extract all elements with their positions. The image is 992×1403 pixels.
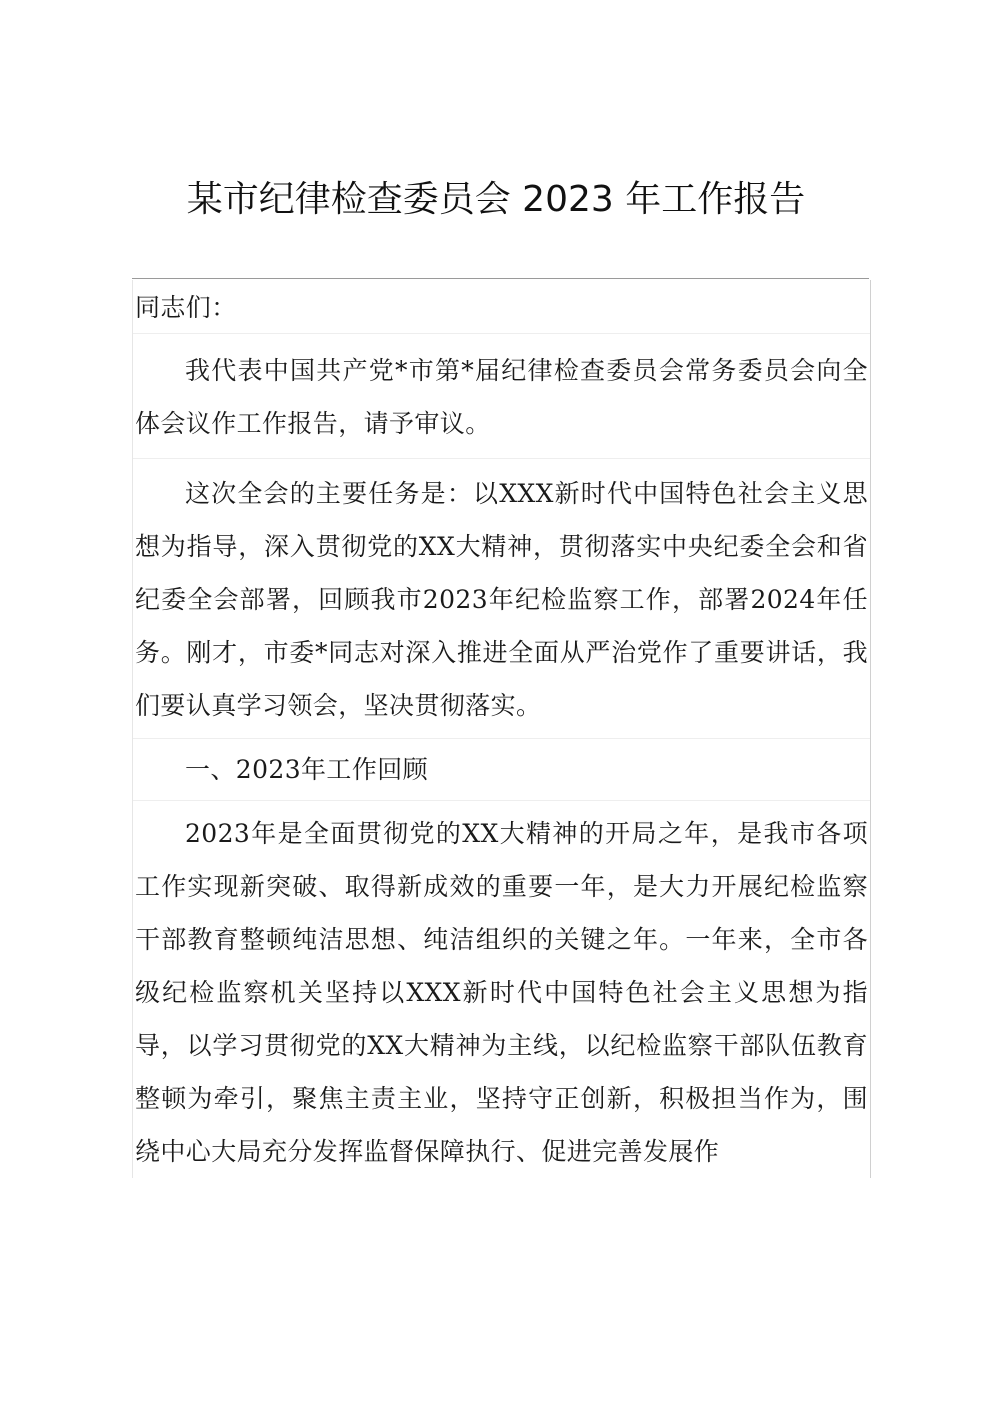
paragraph-intro: 我代表中国共产党*市第*届纪律检查委员会常务委员会向全体会议作工作报告，请予审议。 — [133, 334, 870, 459]
paragraph-main-tasks: 这次全会的主要任务是：以XXX新时代中国特色社会主义思想为指导，深入贯彻党的XX大精神，贯彻落实中央纪委全会和省纪委全会部署，回顾我市2023年纪检监察工作，部署2024年任务。刚才，市委*同志对深入推进全面从严治党作了重要讲话，我们要认真学习领会，坚决贯彻落实。 — [133, 459, 870, 739]
document-body — [132, 280, 871, 1178]
greeting: 同志们： — [133, 280, 870, 334]
document-title: 某市纪律检查委员会 2023 年工作报告 — [186, 179, 806, 220]
paragraph-review: 2023年是全面贯彻党的XX大精神的开局之年，是我市各项工作实现新突破、取得新成效的重要一年，是大力开展纪检监察干部教育整顿纯洁思想、纯洁组织的关键之年。一年来，全市各级纪检监察机关坚持以XXX新时代中国特色社会主义思想为指导，以学习贯彻党的XX大精神为主线，以纪检监察干部队伍教育整顿为牵引，聚焦主责主业，坚持守正创新，积极担当作为，围绕中心大局充分发挥监督保障执行、促进完善发展作 — [135, 819, 868, 1166]
header-divider — [132, 278, 869, 279]
section-heading: 一、2023年工作回顾 — [133, 739, 870, 801]
